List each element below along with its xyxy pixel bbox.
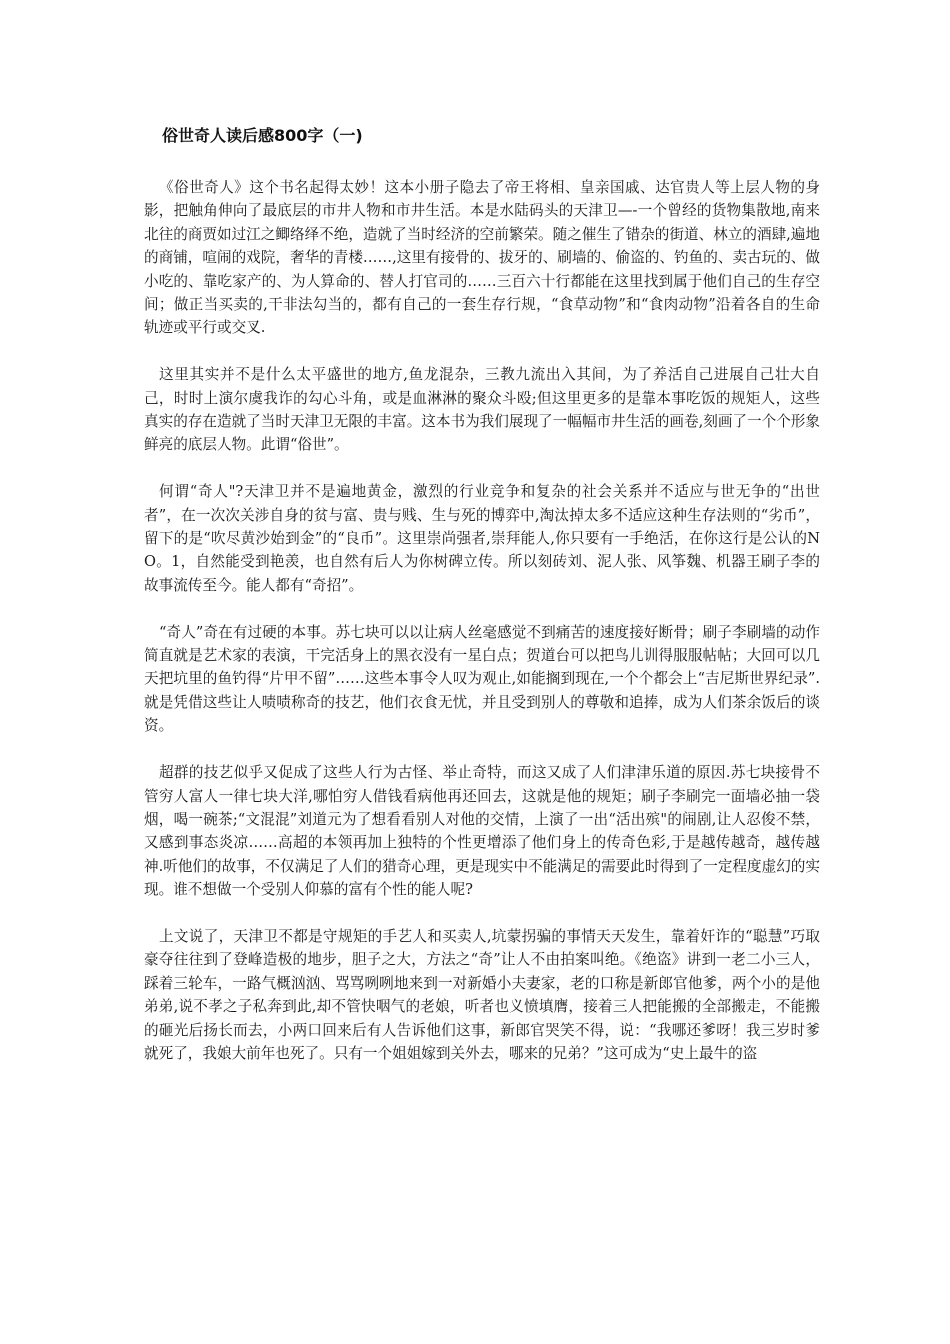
paragraph-4: “奇人”奇在有过硬的本事。苏七块可以以让病人丝毫感觉不到痛苦的速度接好断骨；刷子李刷墙的动作简直就是艺术家的表演，干完活身上的黑衣没有一星白点；贺道台可以把鸟儿训得服服帖帖；大回可以几天把坑里的鱼钓得“片甲不留”……这些本事令人叹为观止,如能搁到现在,一个个都会上“吉尼斯世界纪录”.就是凭借这些让人啧啧称奇的技艺，他们衣食无忧，并且受到别人的尊敬和追捧，成为人们茶余饭后的谈资。 — [144, 623, 820, 735]
paragraph-2: 这里其实并不是什么太平盛世的地方,鱼龙混杂，三教九流出入其间，为了养活自己进展自己壮大自己，时时上演尔虞我诈的勾心斗角，或是血淋淋的聚众斗殴;但这里更多的是靠本事吃饭的规矩人，这些真实的存在造就了当时天津卫无限的丰富。这本书为我们展现了一幅幅市井生活的画卷,刻画了一个个形象鲜亮的底层人物。此谓“俗世”。 — [144, 366, 820, 454]
document-body — [144, 176, 820, 1089]
paragraph-5: 超群的技艺似乎又促成了这些人行为古怪、举止奇特，而这又成了人们津津乐道的原因.苏七块接骨不管穷人富人一律七块大洋,哪怕穷人借钱看病他再还回去，这就是他的规矩；刷子李刷完一面墙必抽一袋烟，喝一碗茶;“文混混”刘道元为了想看看别人对他的交情，上演了一出“活出殡"的闹剧,让人忍俊不禁，又感到事态炎凉……高超的本领再加上独特的个性更增添了他们身上的传奇色彩,于是越传越奇，越传越神.听他们的故事，不仅满足了人们的猎奇心理，更是现实中不能满足的需要此时得到了一定程度虚幻的实现。谁不想做一个受别人仰慕的富有个性的能人呢? — [144, 764, 820, 899]
paragraph-1: 《俗世奇人》这个书名起得太妙！这本小册子隐去了帝王将相、皇亲国戚、达官贵人等上层人物的身影，把触角伸向了最底层的市井人物和市井生活。本是水陆码头的天津卫—-一个曾经的货物集散地,南来北往的商贾如过江之鲫络绎不绝，造就了当时经济的空前繁荣。随之催生了错杂的街道、林立的酒肆,遍地的商铺，喧闹的戏院，奢华的青楼……,这里有接骨的、拔牙的、刷墙的、偷盗的、钓鱼的、卖古玩的、做小吃的、靠吃家产的、为人算命的、替人打官司的……三百六十行都能在这里找到属于他们自己的生存空间；做正当买卖的,干非法勾当的，都有自己的一套生存行规，“食草动物”和“食肉动物”沿着各自的生命轨迹或平行或交叉. — [144, 179, 820, 337]
document-title: 俗世奇人读后感800字（一) — [162, 126, 363, 145]
paragraph-6: 上文说了，天津卫不都是守规矩的手艺人和买卖人,坑蒙拐骗的事情天天发生，靠着奸诈的“聪慧”巧取豪夺往往到了登峰造极的地步，胆子之大，方法之“奇”让人不由拍案叫绝。《绝盗》讲到一老二小三人，踩着三轮车，一路气概汹汹、骂骂咧咧地来到一对新婚小夫妻家，老的口称是新郎官他爹，两个小的是他弟弟,说不孝之子私奔到此,却不管快咽气的老娘，听者也义愤填膺，接着三人把能搬的全部搬走，不能搬的砸光后扬长而去，小两口回来后有人告诉他们这事，新郎官哭笑不得，说：“我哪还爹呀！我三岁时爹就死了，我娘大前年也死了。只有一个姐姐嫁到关外去，哪来的兄弟？”这可成为“史上最牛的盗 — [144, 927, 820, 1062]
paragraph-3: 何谓“奇人"?天津卫并不是遍地黄金，激烈的行业竞争和复杂的社会关系并不适应与世无争的“出世者”，在一次次关涉自身的贫与富、贵与贱、生与死的博弈中,淘汰掉太多不适应这种生存法则的“劣币”，留下的是“吹尽黄沙始到金”的“良币”。这里崇尚强者,崇拜能人,你只要有一手绝活，在你这行是公认的NO。1，自然能受到艳羡，也自然有后人为你树碑立传。所以刻砖刘、泥人张、风筝魏、机器王刷子李的故事流传至今。能人都有“奇招”。 — [144, 483, 820, 594]
